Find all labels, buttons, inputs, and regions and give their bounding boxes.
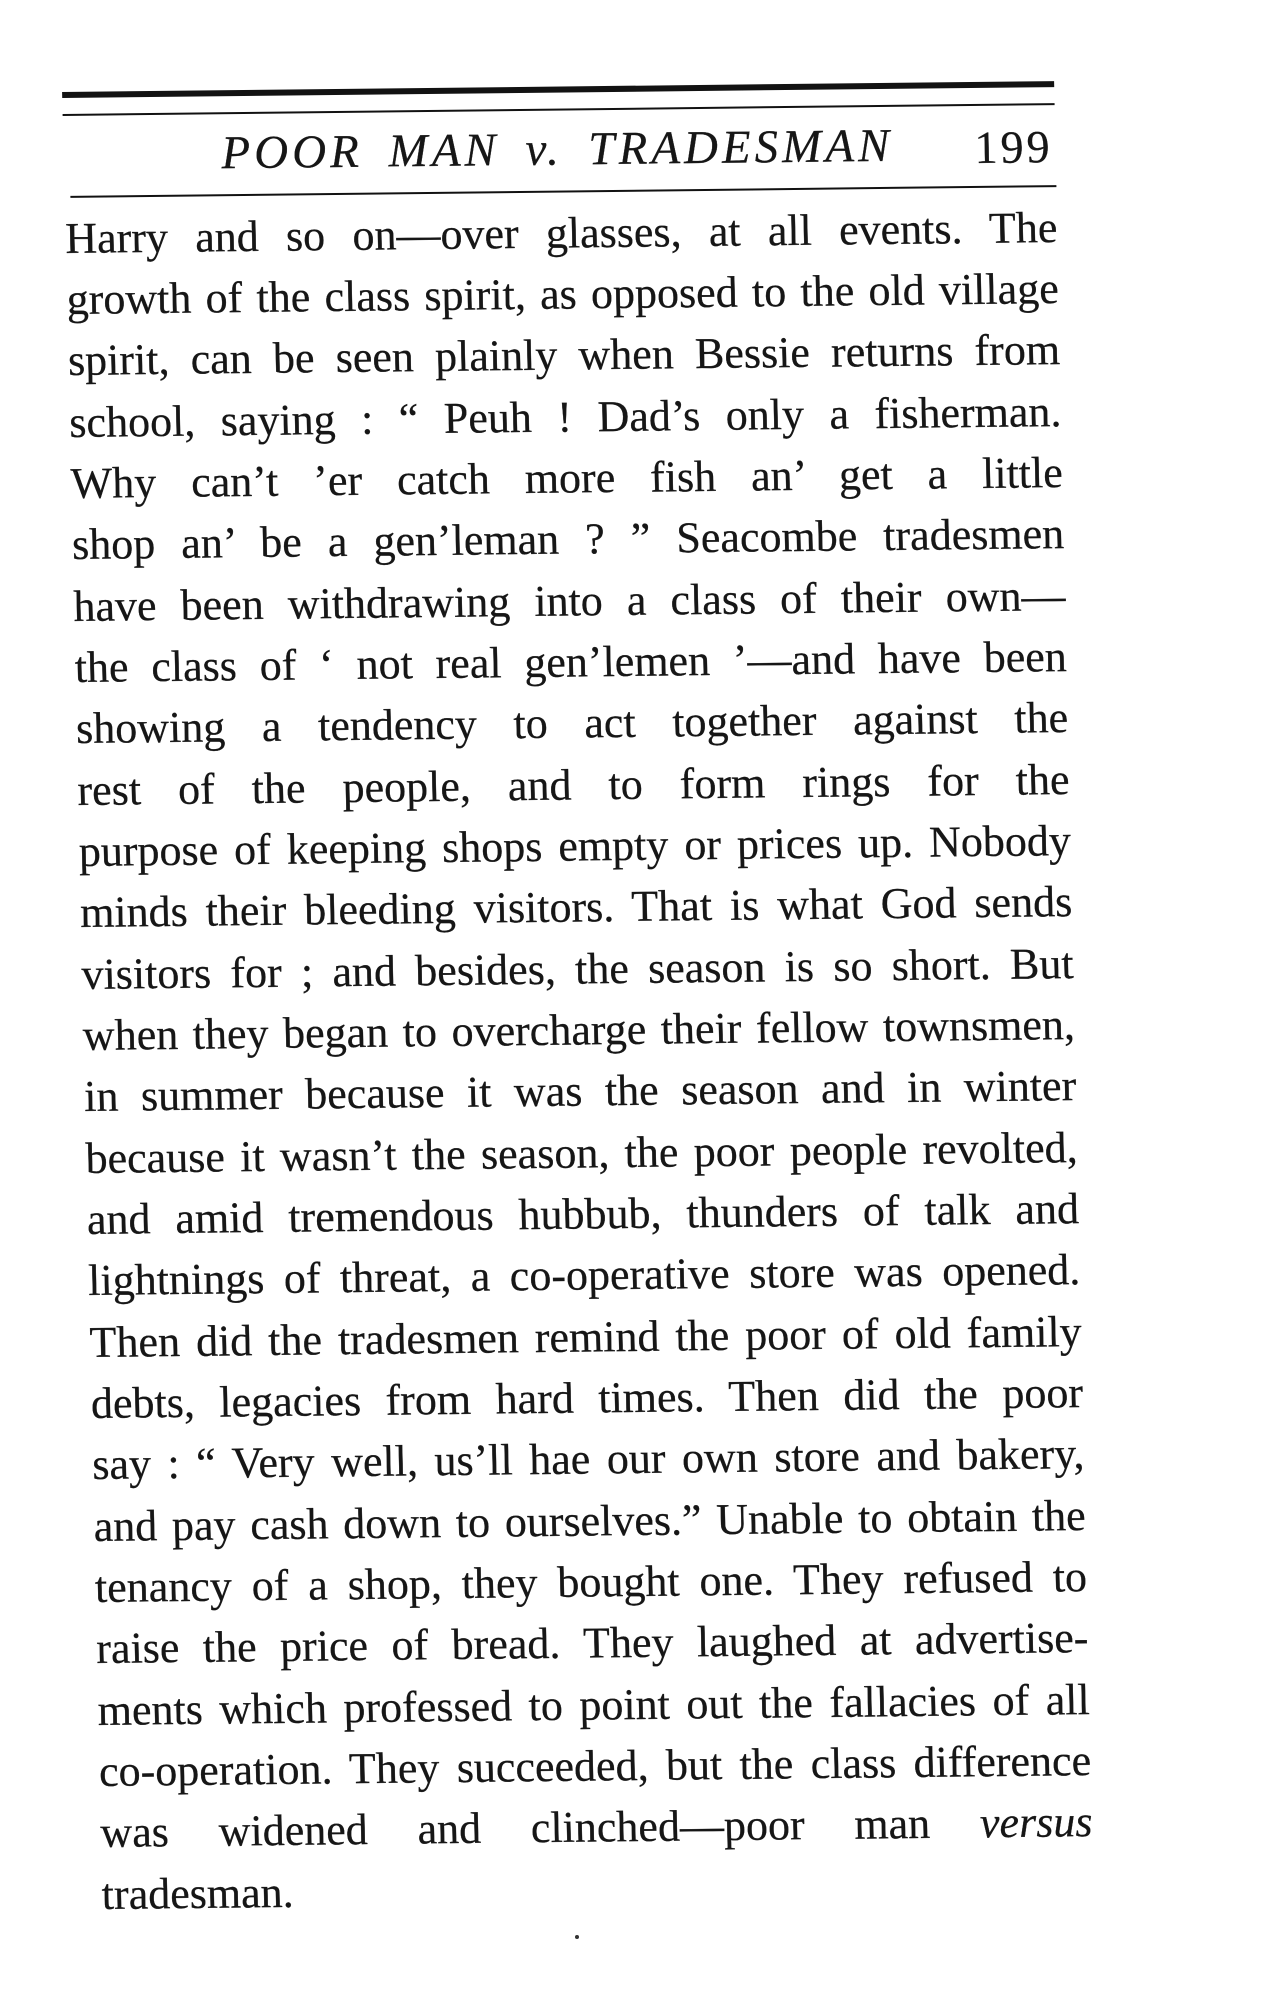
text-run: tradesman. — [101, 1867, 295, 1919]
text-run: minds their bleeding visitors. That is what God sends — [79, 877, 1073, 938]
top-rule-thick — [62, 81, 1054, 98]
text-line — [69, 381, 1062, 453]
text-line — [65, 197, 1058, 269]
text-run: say : “ Very well, us’ll hae our own store and bakery, — [91, 1429, 1085, 1490]
text-run: Why can’t ’er catch more fish an’ get a little — [70, 447, 1064, 508]
text-run: school, saying : “ Peuh ! Dad’s only a fisherman. — [68, 386, 1062, 447]
text-line — [94, 1546, 1087, 1618]
text-line — [93, 1485, 1086, 1557]
text-line — [79, 871, 1072, 943]
text-line — [73, 565, 1066, 637]
text-run: ments which professed to point out the fallacies of all — [97, 1674, 1091, 1735]
header-underline-rule — [70, 185, 1056, 198]
text-run: was widened and clinched—poor man — [99, 1798, 981, 1858]
text-run: rest of the people, and to form rings for the — [76, 754, 1070, 815]
text-run: spirit, can be seen plainly when Bessie returns from — [67, 325, 1061, 386]
text-run: showing a tendency to act together against the — [75, 693, 1069, 754]
text-line — [74, 626, 1067, 698]
text-run: growth of the class spirit, as opposed to the old village — [66, 263, 1060, 324]
text-run: when they began to overcharge their fellow townsmen, — [82, 1000, 1076, 1060]
text-line — [71, 503, 1064, 575]
text-line — [81, 933, 1074, 1005]
text-line — [85, 1117, 1078, 1189]
text-run: and amid tremendous hubbub, thunders of talk and — [86, 1184, 1080, 1244]
text-line — [92, 1423, 1085, 1495]
text-line — [97, 1669, 1090, 1741]
text-line — [86, 1178, 1079, 1250]
page-number: 199 — [973, 121, 1054, 173]
text-line — [99, 1792, 1093, 1919]
text-line — [82, 994, 1075, 1066]
ink-speck — [575, 1935, 579, 1939]
text-line — [89, 1301, 1082, 1373]
text-line — [67, 319, 1060, 391]
book-page — [62, 77, 1094, 1919]
text-run: debts, legacies from hard times. Then did the poor — [90, 1368, 1084, 1429]
text-line — [90, 1362, 1083, 1434]
text-run: in summer because it was the season and in winter — [83, 1061, 1077, 1122]
text-line — [75, 687, 1068, 759]
text-run: and pay cash down to ourselves.” Unable to obtain the — [93, 1490, 1087, 1551]
text-run: have been withdrawing into a class of their own— — [72, 570, 1066, 631]
text-run: raise the price of bread. They laughed at advertise- — [95, 1613, 1089, 1674]
top-rule-thin — [63, 103, 1055, 116]
text-line — [78, 810, 1071, 882]
text-line — [98, 1730, 1091, 1802]
italic-text-run: versus — [979, 1797, 1093, 1848]
text-line — [66, 258, 1059, 330]
text-line — [96, 1607, 1089, 1679]
running-head: POOR MAN v. TRADESMAN — [220, 119, 894, 180]
body-text — [64, 197, 1093, 1919]
text-run: the class of ‘ not real gen’lemen ’—and have been — [74, 631, 1068, 692]
text-run: shop an’ be a gen’leman ? ” Seacombe tradesmen — [71, 509, 1065, 570]
text-run: lightnings of threat, a co-operative store was opened. — [87, 1245, 1081, 1306]
text-line — [88, 1239, 1081, 1311]
text-run: Harry and so on—over glasses, at all events. The — [64, 202, 1058, 263]
text-run: Then did the tradesmen remind the poor of old family — [89, 1306, 1083, 1367]
text-run: visitors for ; and besides, the season is so short. But — [80, 938, 1075, 999]
text-line — [84, 1055, 1077, 1127]
text-line — [77, 749, 1070, 821]
text-run: purpose of keeping shops empty or prices up. Nobody — [78, 816, 1072, 876]
text-run: because it wasn’t the season, the poor people revolted, — [85, 1122, 1079, 1183]
text-run: co-operation. They succeeded, but the class difference — [98, 1736, 1092, 1797]
text-line — [70, 442, 1063, 514]
text-run: tenancy of a shop, they bought one. They refused to — [94, 1552, 1088, 1613]
